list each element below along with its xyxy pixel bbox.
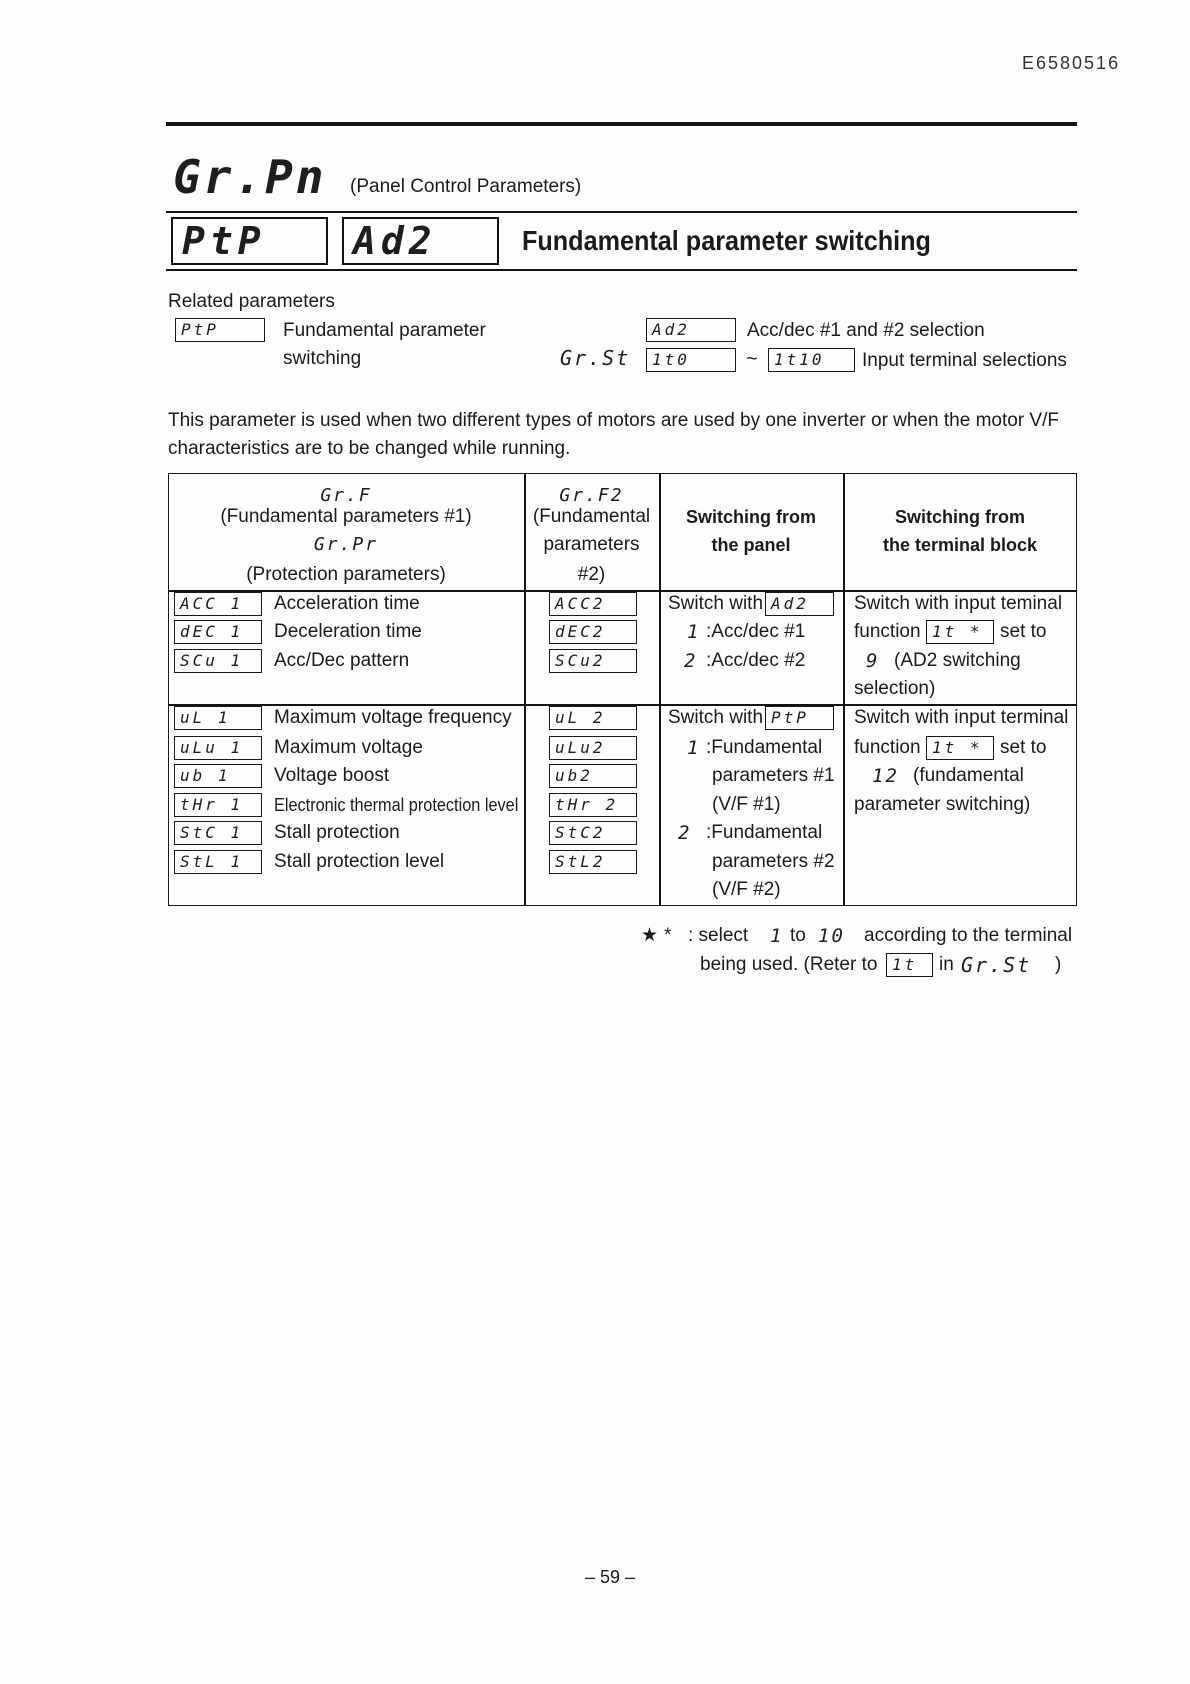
param2-code-box: ub2 (549, 764, 637, 788)
parameter-heading: Fundamental parameter switching (522, 225, 931, 256)
param-code-box: tHr 1 (174, 793, 262, 817)
terminal-set-text: (fundamental (913, 765, 1024, 786)
related-terminal-group: Gr.St (560, 346, 631, 370)
related-ptp-desc: Fundamental parameter (283, 320, 486, 341)
param-label: Stall protection (274, 822, 400, 843)
panel-switch-prefix: Switch with (668, 593, 764, 614)
parameter-code-box (171, 217, 328, 265)
terminal-function-suffix: set to (1000, 621, 1047, 642)
param2-code-box: SCu2 (549, 649, 637, 673)
group-name: (Panel Control Parameters) (350, 176, 582, 197)
document-code: E6580516 (1022, 53, 1121, 73)
param-code-box: ub 1 (174, 764, 262, 788)
panel-option-text: :Fundamental (706, 822, 823, 843)
param-code-box: ACC 1 (174, 592, 262, 616)
param-code-box: StC 1 (174, 821, 262, 845)
footnote-to: to (790, 925, 806, 946)
param-code-box: StL 1 (174, 850, 262, 874)
param-label: Acceleration time (274, 593, 420, 614)
param2-code-box: tHr 2 (549, 793, 637, 817)
footnote-from-value: 1 (770, 925, 784, 947)
panel-option-value: 1 (687, 621, 701, 643)
parameter-code2-box (342, 217, 499, 265)
terminal-switch-line: Switch with input teminal (854, 593, 1063, 614)
terminal-set-text-cont: selection) (854, 678, 936, 699)
terminal-set-text-cont: parameter switching) (854, 794, 1031, 815)
terminal-function-prefix: function (854, 621, 921, 642)
header-col2-line: #2) (577, 564, 606, 585)
panel-option-text: (V/F #2) (712, 879, 781, 900)
panel-option-text: parameters #2 (712, 851, 835, 872)
param-code-box: uLu 1 (174, 736, 262, 760)
panel-option-text: :Acc/dec #2 (706, 650, 806, 671)
param-label: Deceleration time (274, 621, 422, 642)
header-col3-line: the panel (711, 535, 791, 555)
param2-code-box: dEC2 (549, 620, 637, 644)
panel-option-text: :Acc/dec #1 (706, 621, 806, 642)
panel-option-value: 1 (687, 737, 701, 759)
related-terminal-tilde: ~ (746, 348, 758, 370)
related-ptp-box: PtP (175, 318, 265, 342)
param-code-box: dEC 1 (174, 620, 262, 644)
terminal-switch-line: Switch with input terminal (854, 707, 1069, 728)
header-col3-line: Switching from (686, 507, 816, 527)
param2-code-box: uL 2 (549, 706, 637, 730)
header-col2-line: (Fundamental (532, 506, 651, 527)
terminal-set-text: (AD2 switching (894, 650, 1021, 671)
param-label: Voltage boost (274, 765, 390, 786)
terminal-set-value: 12 (872, 765, 899, 787)
param-label: Maximum voltage (274, 737, 423, 758)
panel-switch-code-box: PtP (765, 706, 834, 730)
footnote-asterisk: * (664, 925, 672, 946)
header-col1-text2: (Protection parameters) (246, 564, 446, 585)
panel-option-text: parameters #1 (712, 765, 835, 786)
footnote-in: in (939, 954, 954, 975)
param-code-box: uL 1 (174, 706, 262, 730)
header-col2-code: Gr.F2 (559, 485, 624, 506)
panel-option-text: :Fundamental (706, 737, 823, 758)
header-col4-line: Switching from (895, 507, 1025, 527)
star-icon: ★ (641, 925, 659, 946)
title-rule (166, 211, 1077, 213)
related-ad2-box: Ad2 (646, 318, 736, 342)
footnote-group: Gr.St (961, 953, 1032, 977)
terminal-function-suffix: set to (1000, 737, 1047, 758)
terminal-function-code-box: 1t * (926, 620, 994, 644)
param2-code-box: StL2 (549, 850, 637, 874)
param-label: Maximum voltage frequency (274, 707, 512, 728)
footnote-tail: according to the terminal (864, 925, 1073, 946)
panel-option-value: 2 (678, 822, 692, 844)
footnote-line2-text: being used. (Reter to (700, 954, 878, 975)
footnote-to-value: 10 (818, 925, 845, 947)
terminal-set-value: 9 (866, 650, 880, 672)
footnote-close: ) (1055, 954, 1062, 975)
group-code: Gr.Pn (173, 150, 327, 204)
param2-code-box: ACC2 (549, 592, 637, 616)
param2-code-box: StC2 (549, 821, 637, 845)
footnote-select: : select (688, 925, 749, 946)
heading-rule (166, 269, 1077, 271)
parameter-code2: Ad2 (353, 219, 437, 263)
footnote-code-box: 1t (886, 953, 933, 977)
related-terminal-desc: Input terminal selections (862, 350, 1067, 371)
parameter-code: PtP (182, 219, 266, 263)
related-terminal-from-box: 1t0 (646, 348, 736, 372)
related-label: Related parameters (168, 291, 335, 312)
panel-switch-prefix: Switch with (668, 707, 764, 728)
param-code-box: SCu 1 (174, 649, 262, 673)
top-rule (166, 122, 1077, 126)
param2-code-box: uLu2 (549, 736, 637, 760)
page-number: – 59 – (584, 1567, 636, 1587)
related-ad2-desc: Acc/dec #1 and #2 selection (747, 320, 985, 341)
panel-option-value: 2 (684, 650, 698, 672)
param-label: Stall protection level (274, 851, 445, 872)
terminal-function-code-box: 1t * (926, 736, 994, 760)
param-label: Acc/Dec pattern (274, 650, 410, 671)
related-terminal-to-box: 1t10 (768, 348, 855, 372)
header-col1-text: (Fundamental parameters #1) (220, 506, 472, 527)
panel-option-text: (V/F #1) (712, 794, 781, 815)
header-col1-code: Gr.F (320, 485, 372, 506)
param-label: Electronic thermal protection level (274, 794, 519, 815)
panel-switch-code-box: Ad2 (765, 592, 834, 616)
terminal-function-prefix: function (854, 737, 921, 758)
header-col1-code2: Gr.Pr (313, 534, 379, 555)
related-ptp-desc-cont: switching (283, 348, 362, 369)
description-paragraph: This parameter is used when two different types of motors are used by one inverter or when the motor V/F characteristics are to be changed while running. (168, 410, 1059, 459)
header-col4-line: the terminal block (882, 535, 1038, 555)
header-col2-line: parameters (543, 534, 640, 555)
